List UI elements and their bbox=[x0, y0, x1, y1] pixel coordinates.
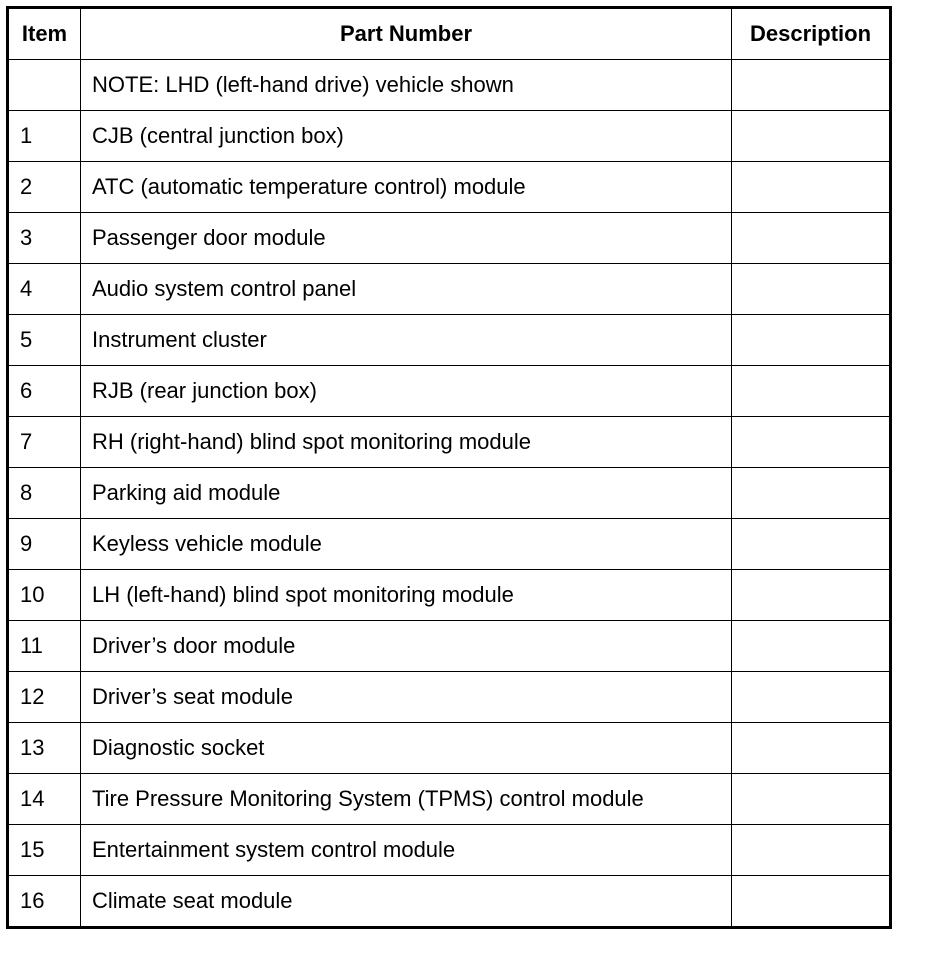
item-number-cell: 11 bbox=[8, 621, 81, 672]
part-number-cell: NOTE: LHD (left-hand drive) vehicle shown bbox=[81, 60, 732, 111]
part-number-cell: Entertainment system control module bbox=[81, 825, 732, 876]
table-row bbox=[8, 111, 891, 162]
part-number-cell: Driver’s seat module bbox=[81, 672, 732, 723]
header-row bbox=[8, 8, 891, 60]
item-number-cell: 10 bbox=[8, 570, 81, 621]
table-row bbox=[8, 570, 891, 621]
description-cell bbox=[732, 672, 891, 723]
table-header bbox=[8, 8, 891, 60]
part-number-cell: Driver’s door module bbox=[81, 621, 732, 672]
description-cell bbox=[732, 60, 891, 111]
part-number-cell: CJB (central junction box) bbox=[81, 111, 732, 162]
description-cell bbox=[732, 825, 891, 876]
table-row bbox=[8, 60, 891, 111]
part-number-cell: LH (left-hand) blind spot monitoring module bbox=[81, 570, 732, 621]
table-row bbox=[8, 417, 891, 468]
header-description: Description bbox=[732, 8, 891, 60]
table-row bbox=[8, 213, 891, 264]
part-number-cell: Audio system control panel bbox=[81, 264, 732, 315]
description-cell bbox=[732, 315, 891, 366]
table-row bbox=[8, 315, 891, 366]
description-cell bbox=[732, 417, 891, 468]
item-number-cell: 4 bbox=[8, 264, 81, 315]
description-cell bbox=[732, 876, 891, 928]
description-cell bbox=[732, 111, 891, 162]
description-cell bbox=[732, 264, 891, 315]
item-number-cell: 13 bbox=[8, 723, 81, 774]
table-row bbox=[8, 723, 891, 774]
item-number-cell: 1 bbox=[8, 111, 81, 162]
part-number-cell: Climate seat module bbox=[81, 876, 732, 928]
table-row bbox=[8, 774, 891, 825]
header-item: Item bbox=[8, 8, 81, 60]
item-number-cell: 6 bbox=[8, 366, 81, 417]
table-row bbox=[8, 162, 891, 213]
part-number-cell: ATC (automatic temperature control) module bbox=[81, 162, 732, 213]
item-number-cell: 14 bbox=[8, 774, 81, 825]
item-number-cell bbox=[8, 60, 81, 111]
item-number-cell: 9 bbox=[8, 519, 81, 570]
table-body bbox=[8, 60, 891, 928]
item-number-cell: 15 bbox=[8, 825, 81, 876]
table-row bbox=[8, 825, 891, 876]
part-number-cell: RH (right-hand) blind spot monitoring module bbox=[81, 417, 732, 468]
part-number-cell: Passenger door module bbox=[81, 213, 732, 264]
description-cell bbox=[732, 621, 891, 672]
part-number-cell: Parking aid module bbox=[81, 468, 732, 519]
description-cell bbox=[732, 774, 891, 825]
description-cell bbox=[732, 468, 891, 519]
description-cell bbox=[732, 162, 891, 213]
header-part-number: Part Number bbox=[81, 8, 732, 60]
part-number-cell: Diagnostic socket bbox=[81, 723, 732, 774]
table-row bbox=[8, 672, 891, 723]
item-number-cell: 16 bbox=[8, 876, 81, 928]
description-cell bbox=[732, 366, 891, 417]
parts-table bbox=[6, 6, 892, 929]
item-number-cell: 12 bbox=[8, 672, 81, 723]
description-cell bbox=[732, 213, 891, 264]
table-row bbox=[8, 264, 891, 315]
part-number-cell: Keyless vehicle module bbox=[81, 519, 732, 570]
table-row bbox=[8, 366, 891, 417]
item-number-cell: 7 bbox=[8, 417, 81, 468]
description-cell bbox=[732, 519, 891, 570]
table-row bbox=[8, 468, 891, 519]
item-number-cell: 2 bbox=[8, 162, 81, 213]
table-row bbox=[8, 621, 891, 672]
part-number-cell: RJB (rear junction box) bbox=[81, 366, 732, 417]
description-cell bbox=[732, 570, 891, 621]
item-number-cell: 3 bbox=[8, 213, 81, 264]
item-number-cell: 8 bbox=[8, 468, 81, 519]
item-number-cell: 5 bbox=[8, 315, 81, 366]
table-row bbox=[8, 519, 891, 570]
table-row bbox=[8, 876, 891, 928]
part-number-cell: Tire Pressure Monitoring System (TPMS) control module bbox=[81, 774, 732, 825]
part-number-cell: Instrument cluster bbox=[81, 315, 732, 366]
description-cell bbox=[732, 723, 891, 774]
